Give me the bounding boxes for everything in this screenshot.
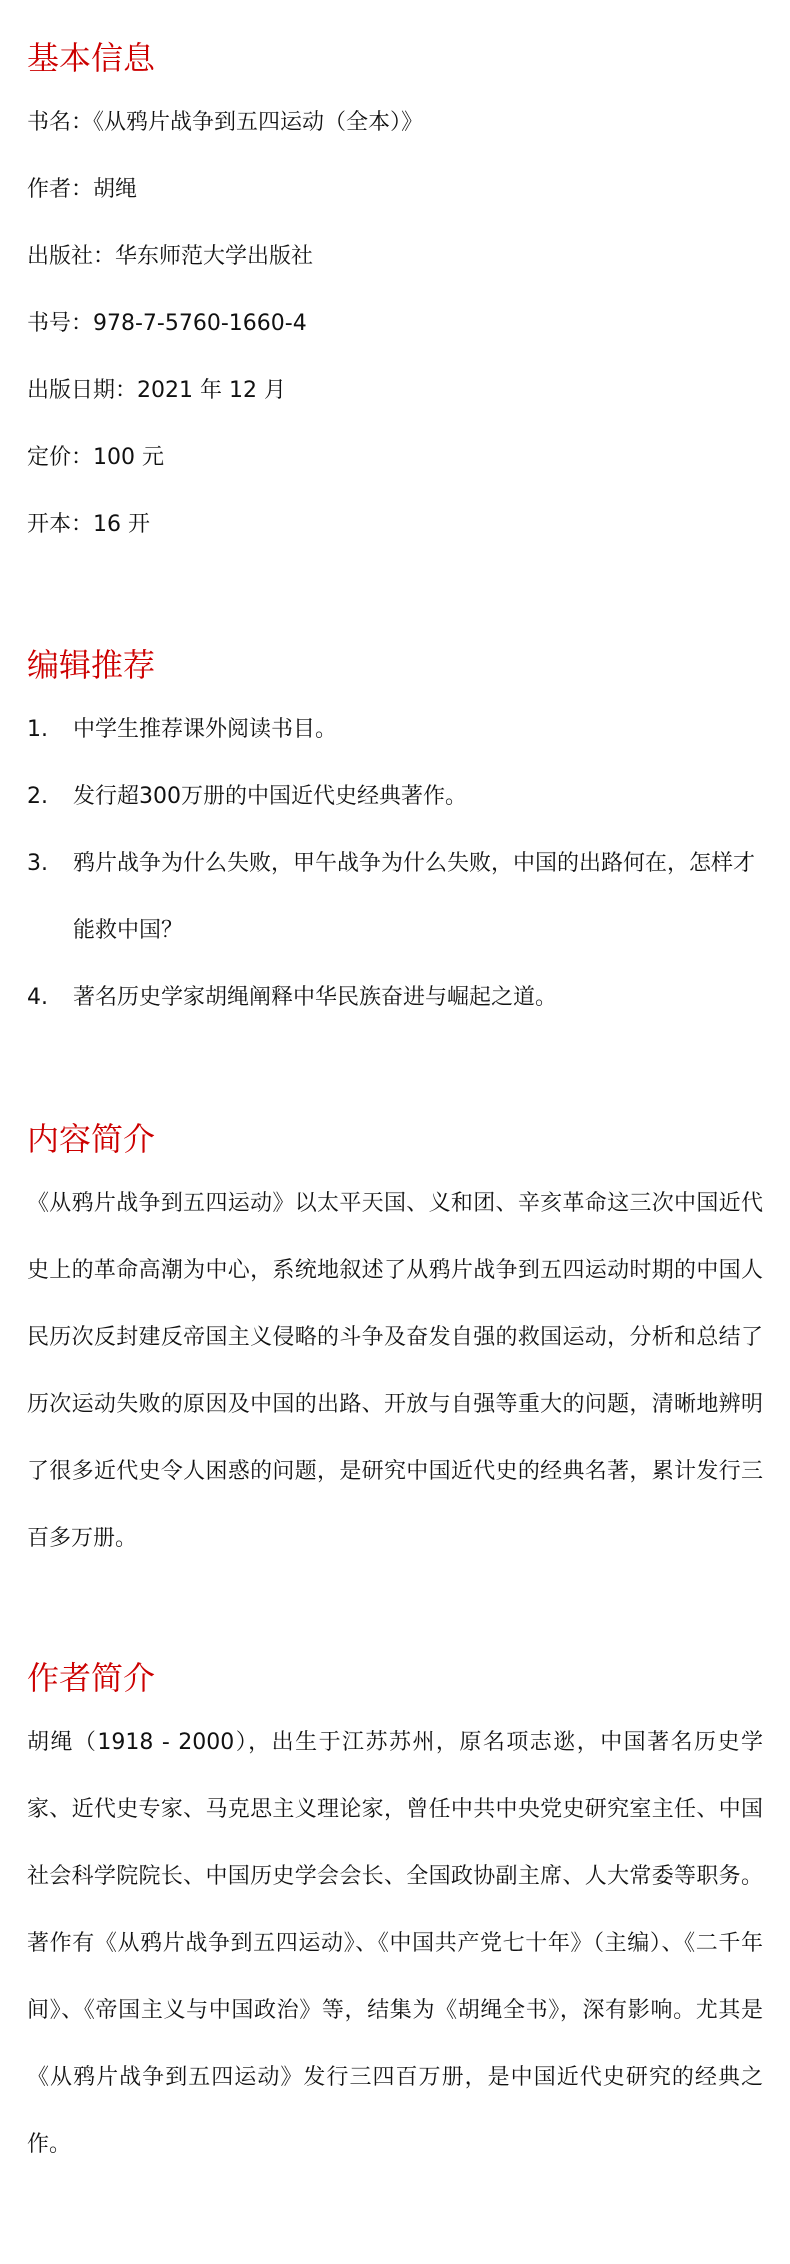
list-item-number: 1. <box>27 717 48 742</box>
book-title-line: 书名：《从鸦片战争到五四运动（全本）》 <box>27 110 424 135</box>
basic-info-section <box>27 28 763 558</box>
publisher-line: 出版社：华东师范大学出版社 <box>27 244 314 269</box>
author-line: 作者：胡绳 <box>27 177 138 202</box>
author-paragraph: 胡绳（1918 - 2000），出生于江苏苏州，原名项志逖，中国著名历史学家、近代史专家、马克思主义理论家，曾任中共中央党史研究室主任、中国社会科学院院长、中国历史学会会长、全国政协副主席、人大常委等职务。著作有《从鸦片战争到五四运动》、《中国共产党七十年》（主编）、《二千年间》、《帝国主义与中国政治》等，结集为《胡绳全书》，深有影响。尤其是《从鸦片战争到五四运动》发行三四百万册，是中国近代史研究的经典之作。 <box>27 1730 763 2157</box>
list-item <box>27 763 763 830</box>
list-item <box>27 964 763 1031</box>
author-section <box>27 1648 763 2178</box>
summary-section <box>27 1109 763 1572</box>
summary-paragraph: 《从鸦片战争到五四运动》以太平天国、义和团、辛亥革命这三次中国近代史上的革命高潮为中心，系统地叙述了从鸦片战争到五四运动时期的中国人民历次反封建反帝国主义侵略的斗争及奋发自强的救国运动，分析和总结了历次运动失败的原因及中国的出路、开放与自强等重大的问题，清晰地辨明了很多近代史令人困惑的问题，是研究中国近代史的经典名著，累计发行三百多万册。 <box>27 1191 763 1551</box>
author-heading: 作者简介 <box>27 1659 156 1697</box>
list-item-text: 中学生推荐课外阅读书目。 <box>73 717 338 742</box>
list-item-number: 2. <box>27 784 48 809</box>
recommendation-list <box>27 696 763 1031</box>
format-line: 开本：16 开 <box>27 512 150 537</box>
list-item-text: 发行超300万册的中国近代史经典著作。 <box>73 784 467 809</box>
list-item-text: 著名历史学家胡绳阐释中华民族奋进与崛起之道。 <box>73 985 558 1010</box>
list-item <box>27 830 763 964</box>
list-item <box>27 696 763 763</box>
basic-info-heading: 基本信息 <box>27 39 156 77</box>
publish-date-line: 出版日期：2021 年 12 月 <box>27 378 286 403</box>
price-line: 定价：100 元 <box>27 445 164 470</box>
list-item-number: 4. <box>27 985 48 1010</box>
list-item-text: 鸦片战争为什么失败，甲午战争为什么失败，中国的出路何在，怎样才能救中国？ <box>73 851 756 943</box>
summary-heading: 内容简介 <box>27 1120 156 1158</box>
recommendation-section <box>27 635 763 1031</box>
list-item-number: 3. <box>27 851 48 876</box>
isbn-line: 书号：978-7-5760-1660-4 <box>27 311 307 336</box>
recommendation-heading: 编辑推荐 <box>27 646 156 684</box>
